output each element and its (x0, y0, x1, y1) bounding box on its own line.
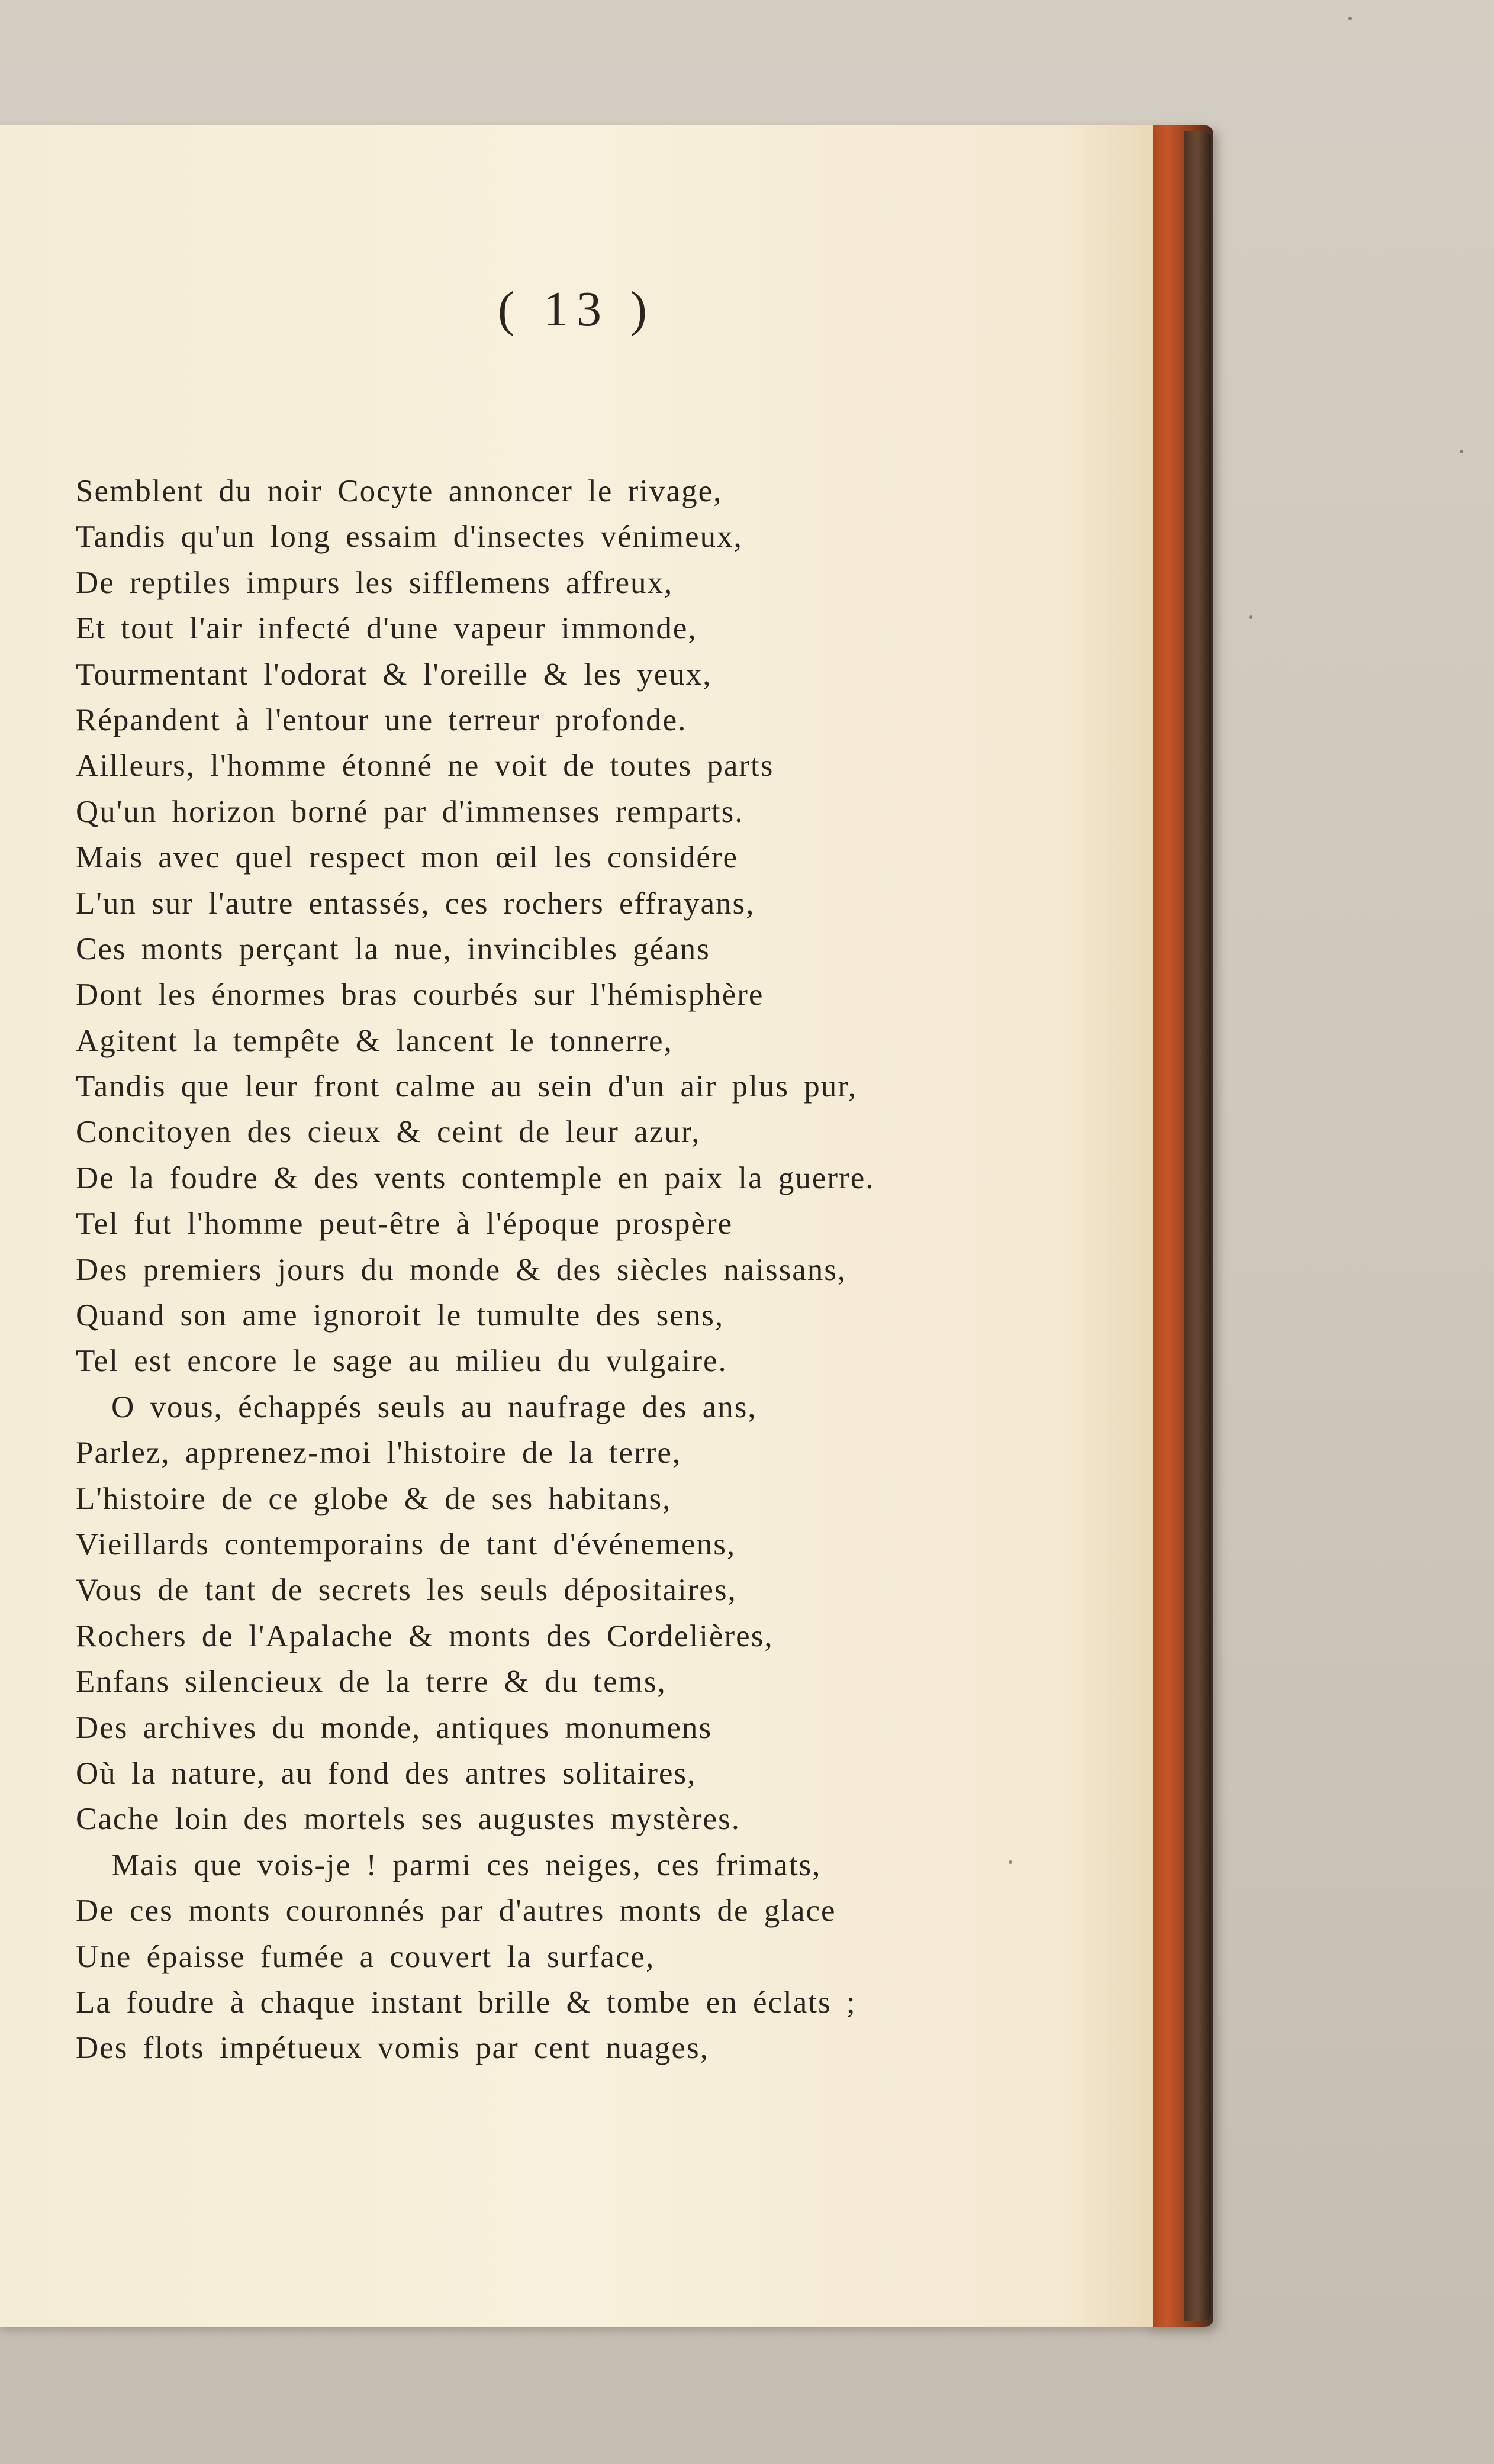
verse-line: De reptiles impurs les sifflemens affreux, (76, 565, 674, 600)
page-number: ( 13 ) (498, 282, 655, 337)
verse-line: Mais avec quel respect mon œil les considére (76, 840, 739, 875)
verse-line: Vous de tant de secrets les seuls dépositaires, (76, 1573, 737, 1608)
verse-line: Dont les énormes bras courbés sur l'hémisphère (76, 978, 764, 1012)
verse-line: Semblent du noir Cocyte annoncer le rivage, (76, 474, 723, 508)
verse-line: O vous, échappés seuls au naufrage des ans, (111, 1389, 757, 1424)
verse-line: Vieillards contemporains de tant d'événemens, (76, 1527, 736, 1562)
verse-line: Des flots impétueux vomis par cent nuages, (76, 2031, 709, 2066)
verse-line: Répandent à l'entour une terreur profonde. (76, 702, 687, 737)
verse-line: Des archives du monde, antiques monumens (76, 1710, 712, 1745)
verse-line: Cache loin des mortels ses augustes mystères. (76, 1802, 740, 1837)
verse-line: Et tout l'air infecté d'une vapeur immonde, (76, 611, 697, 646)
scan-speck (1460, 450, 1463, 453)
verse-line: Parlez, apprenez-moi l'histoire de la terre, (76, 1436, 682, 1470)
scan-speck (1009, 1860, 1012, 1864)
verse-line: De ces monts couronnés par d'autres monts de glace (76, 1894, 836, 1928)
verse-line: Agitent la tempête & lancent le tonnerre, (76, 1023, 673, 1058)
verse-line: Tandis qu'un long essaim d'insectes vénimeux, (76, 520, 743, 554)
verse-line: Tel fut l'homme peut-être à l'époque prospère (76, 1207, 733, 1241)
verse-line: Mais que vois-je ! parmi ces neiges, ces frimats, (111, 1847, 822, 1882)
verse-line: Concitoyen des cieux & ceint de leur azur, (76, 1115, 701, 1150)
verse-line: Tel est encore le sage au milieu du vulgaire. (76, 1344, 727, 1379)
verse-line: Des premiers jours du monde & des siècles naissans, (76, 1252, 847, 1287)
verse-line: Tourmentant l'odorat & l'oreille & les yeux, (76, 657, 712, 692)
verse-line: Ces monts perçant la nue, invincibles géans (76, 931, 710, 966)
verse-line: Rochers de l'Apalache & monts des Cordelières, (76, 1618, 774, 1653)
verse-line: Tandis que leur front calme au sein d'un air plus pur, (76, 1069, 857, 1104)
verse-line: De la foudre & des vents contemple en paix la guerre. (76, 1160, 875, 1195)
book-page (0, 125, 1153, 2327)
verse-line: Qu'un horizon borné par d'immenses remparts. (76, 794, 744, 829)
verse-line: Quand son ame ignoroit le tumulte des sens, (76, 1298, 725, 1333)
scan-speck (1249, 615, 1252, 619)
verse-line: Enfans silencieux de la terre & du tems, (76, 1665, 666, 1699)
book-cover-board (1184, 131, 1211, 2321)
verse-line: L'un sur l'autre entassés, ces rochers effrayans, (76, 886, 755, 921)
scan-speck (1348, 17, 1352, 20)
verse-line: Une épaisse fumée a couvert la surface, (76, 1939, 655, 1974)
verse-line: L'histoire de ce globe & de ses habitans, (76, 1481, 672, 1516)
verse-line: La foudre à chaque instant brille & tombe en éclats ; (76, 1985, 857, 2020)
verse-block (76, 469, 1023, 2072)
verse-line: Ailleurs, l'homme étonné ne voit de toutes parts (76, 749, 774, 783)
verse-line: Où la nature, au fond des antres solitaires, (76, 1756, 697, 1791)
